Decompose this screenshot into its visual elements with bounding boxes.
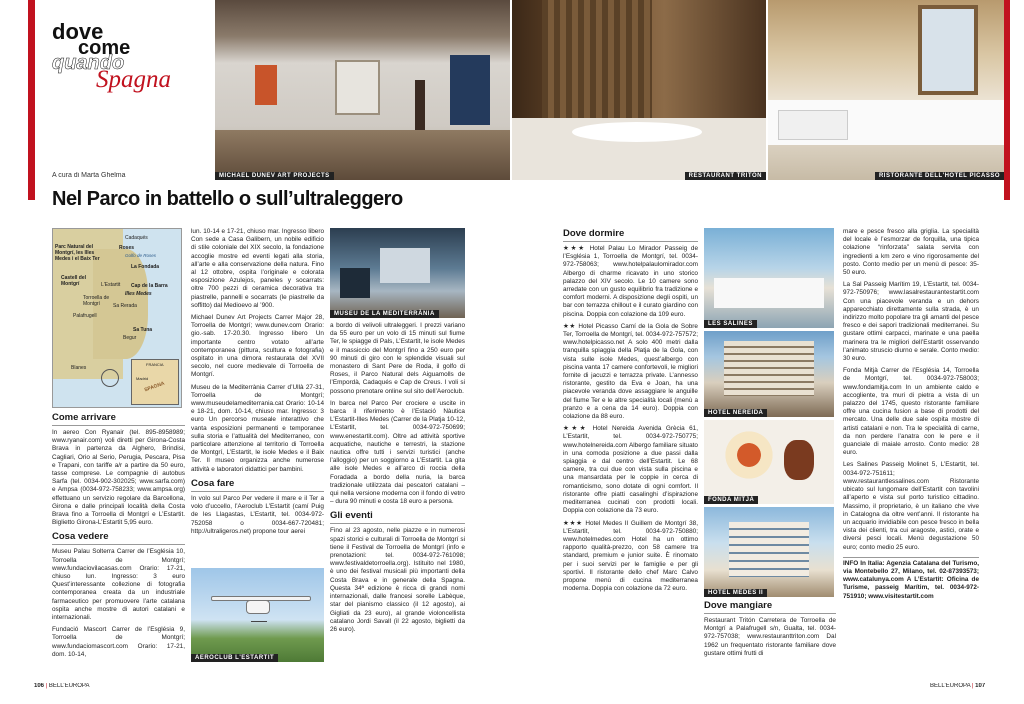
right-red-strip [1004,0,1010,200]
footer-left: 106 | BELL’EUROPA [34,683,90,689]
map-label-rerada: Sa Rerada [113,303,137,309]
map-label-blanes: Blanes [71,365,87,371]
brand-quando: quando [52,52,125,74]
aeroclub-photo [191,568,324,662]
les-salines-photo [704,228,834,328]
triton-continued-text: mare e pesce fresco alla griglia. La specialità del locale è l’esmorzar de forquilla, una tipica colazione “rinforzata” salata servita con ingredienti a km zero e vino rigorosamente del posto. Conto medio per un menù di pesce: 35-50 euro. [843,228,979,277]
map-label-fondada: La Fondada [131,264,160,270]
map-label-golfo: Golfo de Roses [125,253,157,258]
map-label-palafrugell: Palafrugell [73,313,97,319]
museum-photo [330,228,465,318]
restaurant-triton-text: Restaurant Tritón Carretera de Torroella de Montgrí a Palafrugell s/n, Gualta, tel. 0034-972-757038; www.restauranttriton.com Dal 1962 un frequentato ristorante familiare dove gustare ottimi frutti di [704,617,836,657]
la-sal-text: La Sal Passeig Marítim 19, L’Estartit, tel. 0034-972-750976; www.lasalrestaurantestartit.com Con una piacevole veranda e un dehors apparecchiato direttamente sulla strada, è un indirizzo molto popolare tra gli amanti del pesce fresco e dei sapori tradizionali mediterranei. Su gustare ottimi carpacci, marinate e una paella marinera tra le migliori dell’Estartit osservando l’animato struscio diurno e serale. Conto medio: 30 euro. [843,281,979,363]
column-1 [52,412,185,674]
masthead [52,22,212,102]
compass-icon [101,369,119,387]
dunev-text: Michael Dunev Art Projects Carrer Major 28, Torroella de Montgrí; www.dunev.com Orario: gio.-sab. 17-20.30. Ingresso libero Un importante centro votato all’arte contemporanea (pittura, scultura e fotografia) ospitato in una dimora restaurata del XVII secolo, nel cuore medievale di Torroella de Montgrí. [191,314,324,379]
section-gli-eventi: Gli eventi [330,510,465,524]
section-cosa-fare: Cosa fare [191,478,324,492]
footer-right: BELL’EUROPA | 107 [930,683,986,689]
hotel-picasso-text: ★★ Hotel Picasso Camí de la Gola de Sobre Ter, Torroella de Montgrí, tel. 0034-972-757572; www.hotelpicasso.net A solo 400 metri dalla tranquilla spiaggia della Platja de la Gola, con vista sulle isole Medes, quest’albergo con piscina vanta 17 camere confortevoli, le migliori fornite di jacuzzi e terrazza private. L’annesso ristorante, gestito da Eva e Joan, ha una piacevole veranda dove assaggiare le anguille del fiume Ter e le altre specialità locali (menù a pranzo e a cena da 14 euro). Doppia con colazione da 88 euro. [563,322,698,421]
les-salines-text: Les Salines Passeig Molinet 5, L’Estartit, tel. 0034-972-751611; www.restaurantlessalines.com Ristorante ubicato sul lungomare dell’Estartit con tavolini all’aperto e vista sul porto turistico cittadino. Massimo, il proprietario, è un italiano che vive in Catalogna da oltre vent’anni. Il ristorante ha un acquario invidiabile con pesce fresco in bella vista dei clienti, tra cui aragoste, astici, orate e diversi pesci locali. Menù degustazione 50 euro; conto medio 25 euro. [843,461,979,551]
restaurant-photo [512,0,766,180]
caption-picasso: RISTORANTE DELL'HOTEL PICASSO [875,172,1004,180]
in-barca-text: In barca nel Parco Per crociere e uscite in barca il riferimento è l’Estació Nàutica L’Estartit-Illes Medes (Carrer de la Platja 10-12, L’Estartit, tel. 0034-972-750699; www.enestartit.com). Oltre ad attività sportive acquatiche, nautiche e terrestri, la stazione nautica offre tutti i servizi turistici (anche l’alloggio) per un soggiorno a L’Estartit. La gita alle isole Medes e all’arco di roccia della Foradada a bordo della nuria, la barca tradizionale utilizzata dai pescatori catalani – qui nella versione moderna con il fondo di vetro – dura 90 minuti e costa 18 euro a persona. [330,399,465,506]
headline: Nel Parco in battello o sull’ultraleggero [52,188,403,210]
come-arrivare-text: In aereo Con Ryanair (tel. 895-8958989; www.ryanair.com) voli diretti per Girona-Costa Brava in partenza da Alghero, Brindisi, Cagliari, Orio al Serio, Perugia, Pescara, Pisa e Trapani, con tariffe a/r a partire da 50 euro, tasse comprese. Le compagnie di autobus Sarfa (tel. 0034-902-302025; www.sarfa.com) e Ampsa (0034-972-758233; www.ampsa.org) effettuano un servizio regolare da Barcellona, Girona e dalle principali località della Costa Brava fino a Torroella di Montgrí e L’Estartit. Biglietto Girona-L’Estartit 5,95 euro. [52,429,185,527]
caption-les-salines: LES SALINES [704,320,757,328]
map-label-park: Parc Natural del Montgrí, les Illes Medes i el Baix Ter [55,244,100,262]
column-3 [330,322,465,672]
museu-mediterrania-text: Museu de la Mediterrània Carrer d’Ullà 27-31, Torroella de Montgrí; www.museudelamediterrania.cat Orario: 10-14 e 18-21, dom. 10-14, chiuso mar. Ingresso: 3 euro Un percorso museale interattivo che vanta esposizioni permanenti e temporanee sulla storia e l’attualità del Mediterraneo, con particolare attenzione al territorio di Torroella de Montgrí, L’Estartit, le isole Medes e il Baix Ter. Il museo organizza anche numerose attività e laboratori didattici per bambini. [191,383,324,473]
column-6 [843,228,979,673]
ultralight-text: a bordo di velivoli ultraleggeri. I prezzi variano da 55 euro per un volo di 15 minuti sul fiume Ter, le spiagge di Pals, L’Estartit, le isole Medes e il massiccio del Montgrí fino a 250 euro per 90 minuti di giro con le splendide visuali sul monastero di Sant Pere de Roda, il golfo di Roses, il Parco Natural dels Aiguamolls de l’Empordà, Cadaqués e Cap de Creus. I voli si possono prenotare online sul sito dell’Aeroclub. [330,322,465,395]
section-cosa-vedere: Cosa vedere [52,531,185,545]
page-number-right: 107 [975,683,986,689]
caption-triton: RESTAURANT TRITÓN [685,172,766,180]
palau-lo-mirador-text: ★★★ Hotel Palau Lo Mirador Passeig de l’Església 1, Torroella de Montgrí, tel. 0034-972-758063; www.hotelpalaulomirador.com Albergo di charme ricavato in uno storico palazzo del XIV secolo. Le 10 camere sono arredate con un gusto equilibrio fra tradizione e comfort moderni. A disposizione degli ospiti, un bar con terrazza chillout e il curato giardino con piscina. Doppia con colazione da 109 euro. [563,245,698,318]
column-5 [704,600,836,675]
brand-dove: dove [52,22,104,44]
page-number-left: 106 [34,683,45,689]
mascort-continued-text: lun. 10-14 e 17-21, chiuso mar. Ingresso libero Con sede a Casa Galibern, un nobile edificio di stile coloniale del XIX secolo, la fondazione accoglie mostre ed eventi legati alla storia, all’arte e alla conservazione della natura. Fino al 12 ottobre, ospita l’originale e colorata esposizione Azulejos, paneles y socarrats: oltre 700 pezzi di ceramica decorativa tra piastrelle, pannelli e socarrats (le piastrelle da soffitto) dal Medioevo al ’900. [191,228,324,309]
column-4 [563,228,698,673]
caption-gallery: MICHAEL DUNEV ART PROJECTS [215,172,334,180]
map-label-castell: Castell del Montgrí [61,275,87,287]
section-dove-mangiare: Dove mangiare [704,600,836,614]
fundacio-mascort-text: Fundació Mascort Carrer de l’Església 9, Torroella de Montgrí; www.fundaciomascort.com Orario: 17-21, dom. 10-14, [52,626,185,658]
map-label-medes: Illes Medes [125,291,152,297]
section-come-arrivare: Come arrivare [52,412,185,426]
festival-text: Fino al 23 agosto, nelle piazze e in numerosi spazi storici e culturali di Torroella de Montgrí si tiene il Festival de Torroella de Montgrí (info e prenotazioni: tel. 0034-972-761098; www.festivaldetorroella.org). Istituito nel 1980, è uno dei festival musicali più importanti della Costa Brava e in generale della Spagna. Questa 34ª edizione è ricca di grandi nomi internazionali, dalle francesi sorelle Labèque, star del pianismo classico (il 12 agosto), ai Gigliati da 23 euro), al grande violoncellista catalano Jordi Savall (il 22 agosto, biglietti da 26 euro). [330,527,465,633]
map-label-cadaques: Cadaqués [125,235,148,241]
left-red-strip [28,0,35,200]
fonda-mitja-photo [704,420,834,504]
map-label-cap-barra: Cap de la Barra [131,283,168,289]
byline: A cura di Marta Ghelma [52,172,126,179]
map-label-torroella: Torroella de Montgrí [83,295,110,307]
caption-fonda-mitja: FONDA MITJÀ [704,496,758,504]
caption-medes: HOTEL MEDES II [704,589,767,597]
section-dove-dormire: Dove dormire [563,228,698,242]
fonda-mitja-text: Fonda Mitjà Carrer de l’Església 14, Torroella de Montgrí, tel. 0034-972-758003; www.fondamitja.com In un ambiente caldo e accogliente, tra muri di pietra a vista di un palazzo del 1745, questo ristorante familiare offre una cucina fusion a base di prodotti del mercato. Una delle due sale ospita mostre di artisti catalani e non. Tra le specialità di carne, da non perdere l’anatra con le pere e il guanciale di maiale arrosto. Conto medio: 28 euro. [843,367,979,457]
map [52,228,182,408]
info-box: INFO In Italia: Agenzia Catalana del Turismo, via Montebello 27, Milano, tel. 02-87393573; www.catalunya.com A L’Estartit: Oficina de Turisme, passeig Marítim, tel. 0034-972-751910; www.visitestartit.com [843,557,979,601]
caption-nereida: HOTEL NEREIDA [704,409,767,417]
caption-museu: MUSEU DE LA MEDITERRÀNIA [330,310,439,318]
magazine-name-right: BELL’EUROPA [930,683,971,689]
hotel-medes-text: ★★★ Hotel Medes II Guillem de Montgrí 38, L’Estartit, tel. 0034-972-750880; www.hotelmedes.com Hotel ha un ottimo rapporto qualità-prezzo, con 58 camere tra standard, premium e junior suite. È rinomato per i suoi servizi per le famiglie e per gli sportivi. Il ristorante dello chef Marc Calvo propone menù di cucina mediterranea moderna. Doppia con colazione da 72 euro. [563,519,698,593]
brand-come: come [78,37,131,59]
map-label-roses: Roses [119,245,135,251]
map-inset [131,359,179,405]
magazine-name-left: BELL’EUROPA [48,683,90,689]
hotel-medes-photo [704,507,834,597]
map-label-estartit: L'Estartit [101,282,121,288]
palau-solterra-text: Museu Palau Solterra Carrer de l’Església 10, Torroella de Montgrí; www.fundaciovilacasas.com Orario: 17-21, chiuso lun. Ingresso: 3 euro Quest’interessante collezione di fotografia contemporanea creata da un industriale farmaceutico per promuovere l’arte catalana ospita anche mostre di autori catalani e internazionali. [52,548,185,622]
map-inset-france: FRANCIA [146,362,164,367]
hotel-nereida-photo [704,331,834,417]
map-label-begur: Begur [123,335,137,341]
hotel-nereida-text: ★★★ Hotel Nereida Avenida Grècia 61, L’Estartit, tel. 0034-972-750775; www.hotelnereida.com Albergo familiare situato in una comoda posizione a due passi dalla spiaggia e dal centro dell’Estartit. Le 68 camere, tra cui due con vista sulla piscina e una mansardata per le coppie in cerca di romanticismo, sono dotate di ogni comfort. Il ristorante offre piatti casalinghi d’ispirazione mediterranea cucinati con prodotti locali. Doppia con colazione da 73 euro. [563,425,698,515]
gallery-photo [215,0,510,180]
in-volo-text: In volo sul Parco Per vedere il mare e il Ter a volo d’uccello, l’Aeroclub L’Estartit (camí Puig de les Llagastas, L’Estartit, tel. 0034-972-752058 o 0034-667-720481; http://ultraligeros.net) propone tour aerei [191,494,324,535]
map-inset-spain: SPAGNA [143,380,166,394]
brand-country: Spagna [96,66,171,93]
hotel-restaurant-photo [768,0,1004,180]
caption-aeroclub: AEROCLUB L'ESTARTIT [191,654,278,662]
map-label-tuna: Sa Tuna [133,327,153,333]
map-inset-madrid: Madrid [136,376,149,381]
